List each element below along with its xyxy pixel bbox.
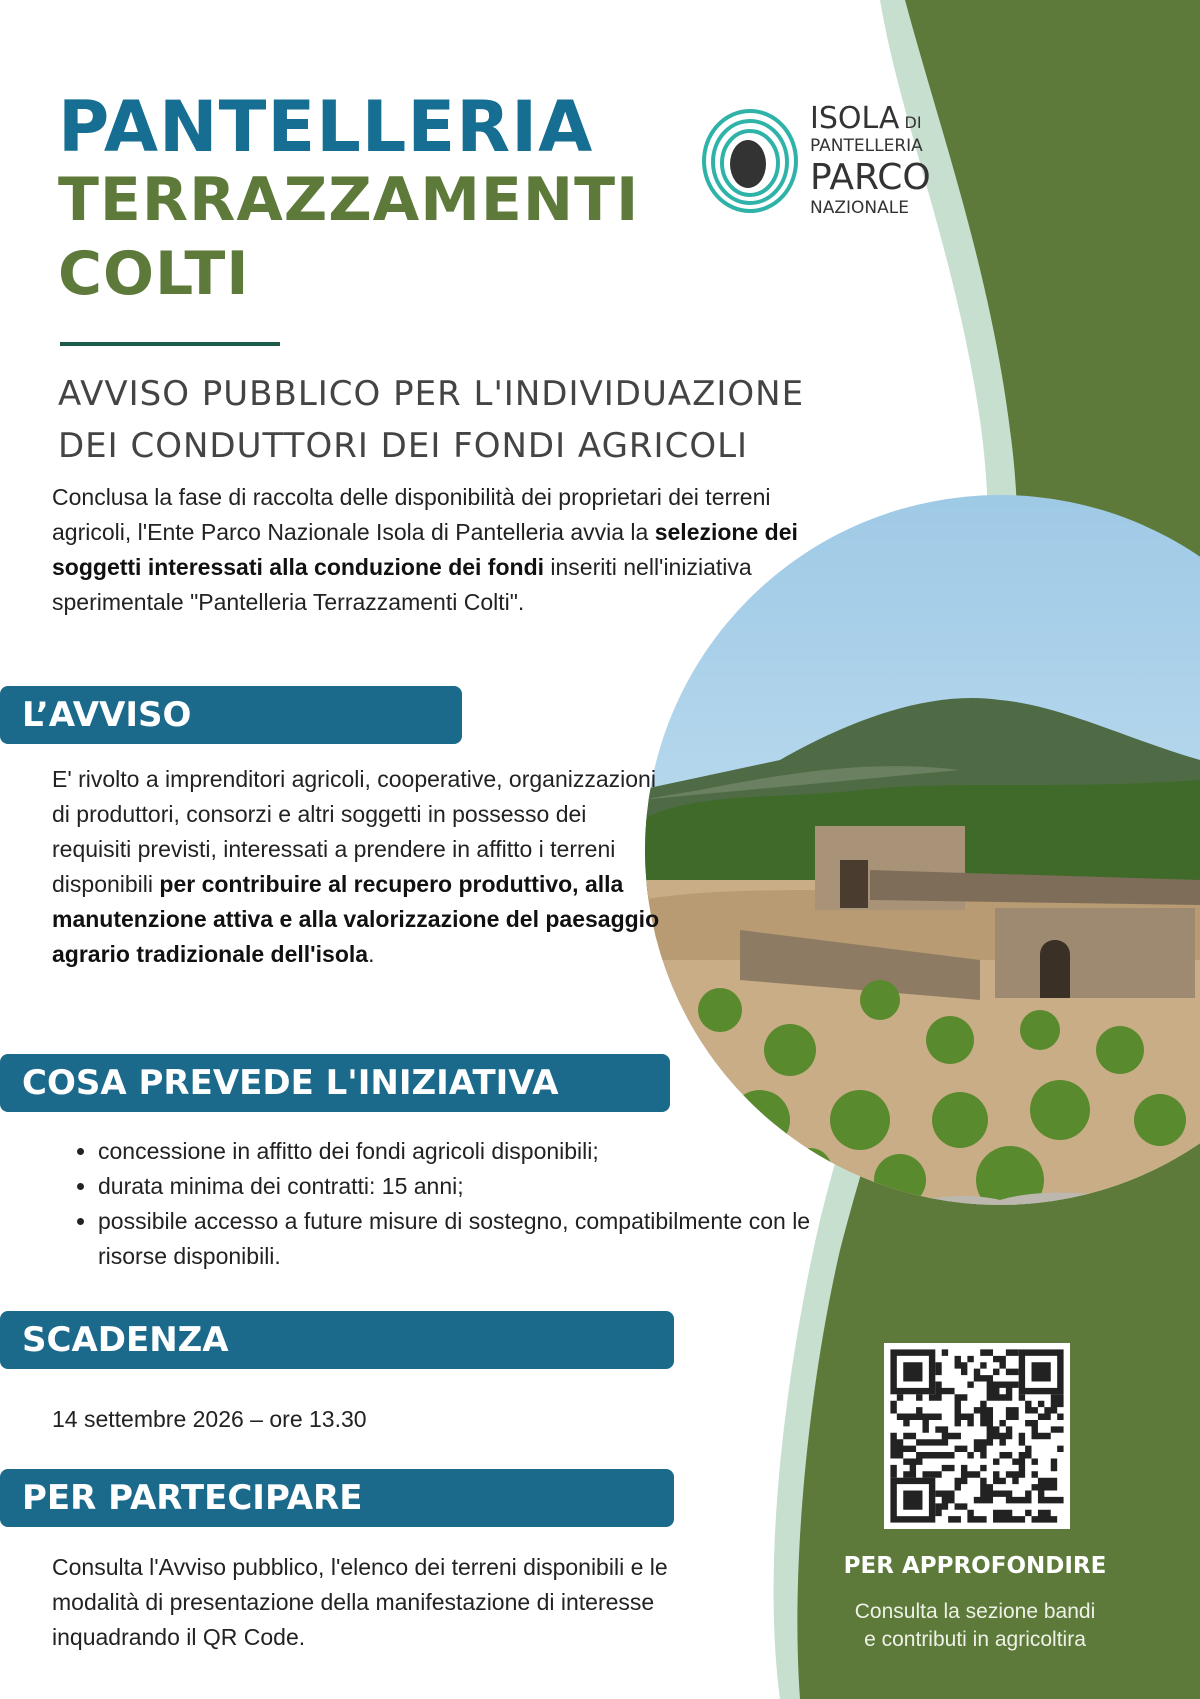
- title-line-3: COLTI: [58, 239, 250, 309]
- qr-code-icon: [884, 1343, 1070, 1529]
- intro-paragraph: [52, 480, 832, 620]
- intro-text-bold: selezione dei soggetti interessati alla conduzione dei fondi: [52, 519, 798, 580]
- avviso-paragraph: [52, 762, 672, 972]
- intro-text-1: Conclusa la fase di raccolta delle disponibilità dei proprietari dei terreni agricoli, l'Ente Parco Nazionale Isola di Pantelleria avvia la: [52, 484, 771, 545]
- subtitle-line-2: DEI CONDUTTORI DEI FONDI AGRICOLI: [58, 426, 749, 466]
- subtitle-line-1: AVVISO PUBBLICO PER L'INDIVIDUAZIONE: [58, 374, 805, 414]
- title-line-1: PANTELLERIA: [58, 86, 594, 168]
- avviso-text-2: .: [368, 941, 375, 967]
- qr-code[interactable]: [884, 1343, 1070, 1529]
- heading-scadenza: SCADENZA: [0, 1311, 674, 1369]
- list-item: • concessione in affitto dei fondi agricoli disponibili;: [98, 1134, 858, 1169]
- scadenza-text: 14 settembre 2026 – ore 13.30: [52, 1406, 367, 1432]
- approfondire-line-1: Consulta la sezione bandi: [854, 1600, 1096, 1623]
- intro-text-2: inseriti nell'iniziativa sperimentale "Pantelleria Terrazzamenti Colti".: [52, 554, 752, 615]
- island-fingerprint-icon: [700, 106, 800, 216]
- park-logo: [700, 100, 940, 240]
- subtitle: [58, 368, 838, 472]
- heading-avviso: L’AVVISO: [0, 686, 462, 744]
- logo-text-nazionale: NAZIONALE: [810, 198, 909, 218]
- approfondire-heading: PER APPROFONDIRE: [843, 1553, 1107, 1579]
- avviso-text-1: E' rivolto a imprenditori agricoli, cooperative, organizzazioni di produttori, consorzi e altri soggetti in possesso dei requisiti previsti, interessati a prendere in affitto i terreni disponibili: [52, 766, 656, 897]
- avviso-text-bold: per contribuire al recupero produttivo, alla manutenzione attiva e alla valorizzazione del paesaggio agrario tradizionale dell'isola: [52, 871, 660, 967]
- iniziativa-list: [60, 1134, 858, 1274]
- partecipare-paragraph: Consulta l'Avviso pubblico, l'elenco dei terreni disponibili e le modalità di presentazione della manifestazione di interesse inquadrando il QR Code.: [52, 1554, 668, 1650]
- logo-text-isola: ISOLA: [810, 101, 900, 136]
- logo-text-pantelleria: PANTELLERIA: [810, 136, 923, 156]
- list-item: • durata minima dei contratti: 15 anni;: [98, 1169, 858, 1204]
- logo-text-parco: PARCO: [810, 157, 931, 198]
- heading-iniziativa: COSA PREVEDE L'INIZIATIVA: [0, 1054, 670, 1112]
- logo-text-di: DI: [904, 113, 922, 132]
- divider: [60, 342, 280, 346]
- heading-partecipare: PER PARTECIPARE: [0, 1469, 674, 1527]
- list-item: • possibile accesso a future misure di sostegno, compatibilmente con le risorse disponibili.: [98, 1204, 858, 1274]
- approfondire-text: [800, 1598, 1150, 1654]
- approfondire-line-2: e contributi in agricoltira: [864, 1628, 1086, 1651]
- title-line-2: TERRAZZAMENTI: [58, 165, 640, 235]
